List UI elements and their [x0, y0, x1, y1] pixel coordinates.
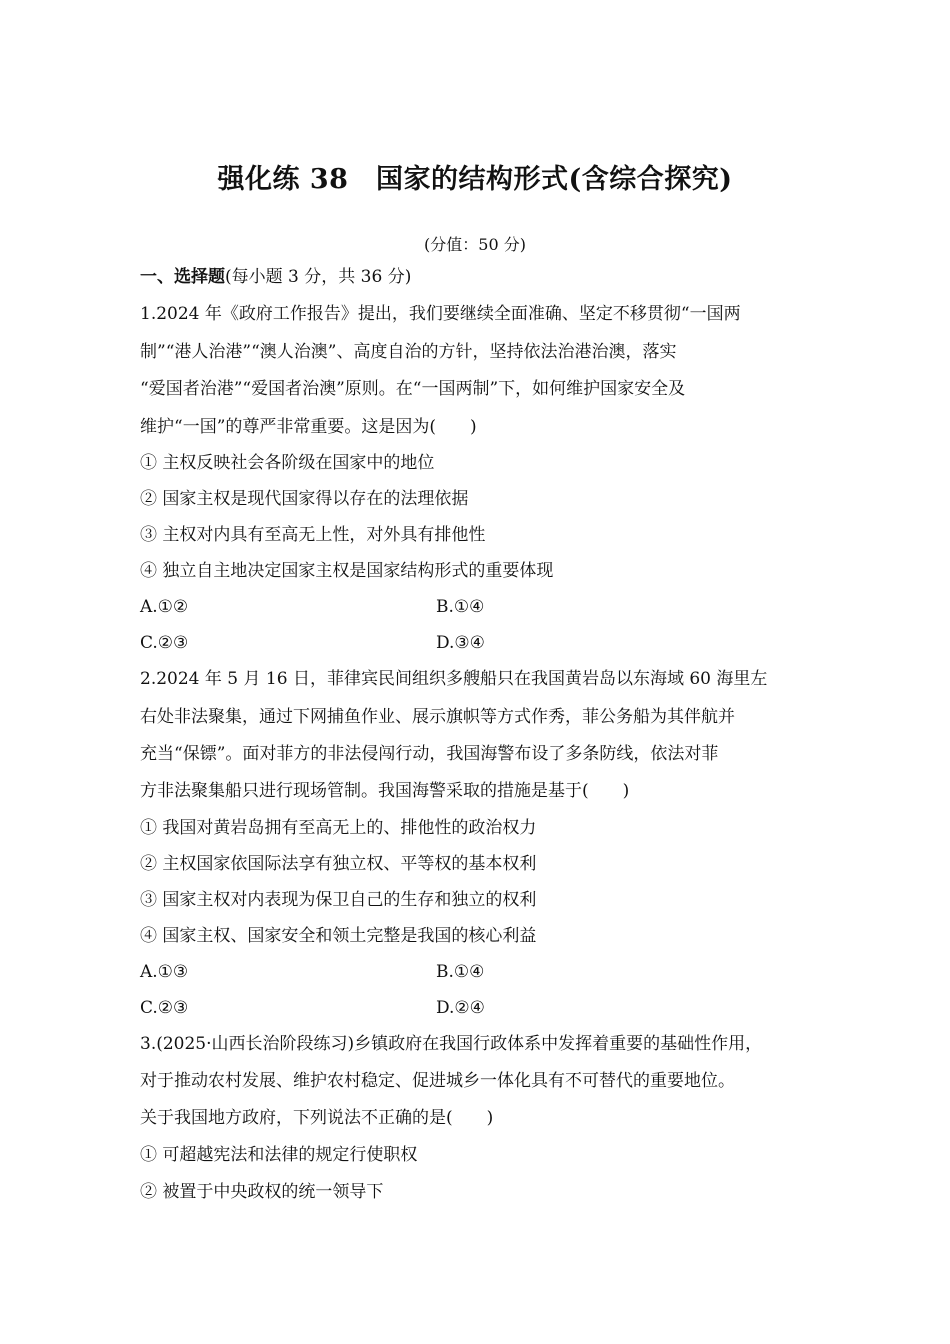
q2-item-4: ④ 国家主权、国家安全和领土完整是我国的核心利益: [140, 926, 537, 946]
q2-choice-a: A.①③: [140, 962, 189, 982]
q3-stem-line-3: 关于我国地方政府，下列说法不正确的是( ): [140, 1108, 494, 1128]
q2-choice-c: C.②③: [140, 998, 189, 1018]
q1-choice-b: B.①④: [436, 597, 485, 617]
q2-item-2: ② 主权国家依国际法享有独立权、平等权的基本权利: [140, 854, 537, 874]
q1-choice-d: D.③④: [436, 633, 485, 653]
q3-stem-line-2: 对于推动农村发展、维护农村稳定、促进城乡一体化具有不可替代的重要地位。: [140, 1071, 735, 1091]
q1-item-3: ③ 主权对内具有至高无上性，对外具有排他性: [140, 525, 486, 545]
section-heading: [140, 265, 411, 289]
q2-item-1: ① 我国对黄岩岛拥有至高无上的、排他性的政治权力: [140, 818, 537, 838]
q1-choice-c: C.②③: [140, 633, 189, 653]
q3-item-2: ② 被置于中央政权的统一领导下: [140, 1182, 384, 1202]
q1-item-2: ② 国家主权是现代国家得以存在的法理依据: [140, 489, 469, 509]
q2-choice-b: B.①④: [436, 962, 485, 982]
q1-item-4: ④ 独立自主地决定国家主权是国家结构形式的重要体现: [140, 561, 554, 581]
q3-item-1: ① 可超越宪法和法律的规定行使职权: [140, 1145, 418, 1165]
q2-item-3: ③ 国家主权对内表现为保卫自己的生存和独立的权利: [140, 890, 537, 910]
q2-stem-line-3: 充当“保镖”。面对菲方的非法侵闯行动，我国海警布设了多条防线，依法对菲: [140, 744, 719, 764]
q1-choice-a: A.①②: [140, 597, 189, 617]
section-note: (每小题 3 分，共 36 分): [225, 267, 412, 287]
q1-stem-line-2: 制”“港人治港”“澳人治澳”、高度自治的方针，坚持依法治港治澳，落实: [140, 342, 677, 362]
q2-stem-line-1: 2.2024 年 5 月 16 日，菲律宾民间组织多艘船只在我国黄岩岛以东海域 60 海里左: [140, 669, 768, 689]
document-title: 强化练 38 国家的结构形式(含综合探究): [217, 164, 733, 195]
q2-stem-line-2: 右处非法聚集，通过下网捕鱼作业、展示旗帜等方式作秀，菲公务船为其伴航并: [140, 707, 735, 727]
score-info: (分值：50 分): [424, 235, 526, 254]
q1-stem-line-4: 维护“一国”的尊严非常重要。这是因为( ): [140, 417, 477, 437]
q1-stem-line-1: 1.2024 年《政府工作报告》提出，我们要继续全面准确、坚定不移贯彻“一国两: [140, 304, 741, 324]
q2-stem-line-4: 方非法聚集船只进行现场管制。我国海警采取的措施是基于( ): [140, 781, 630, 801]
q2-choice-d: D.②④: [436, 998, 485, 1018]
q1-stem-line-3: “爱国者治港”“爱国者治澳”原则。在“一国两制”下，如何维护国家安全及: [140, 379, 686, 399]
section-label: 一、选择题: [140, 267, 225, 287]
q1-item-1: ① 主权反映社会各阶级在国家中的地位: [140, 453, 435, 473]
q3-stem-line-1: 3.(2025·山西长治阶段练习)乡镇政府在我国行政体系中发挥着重要的基础性作用，: [140, 1034, 763, 1054]
